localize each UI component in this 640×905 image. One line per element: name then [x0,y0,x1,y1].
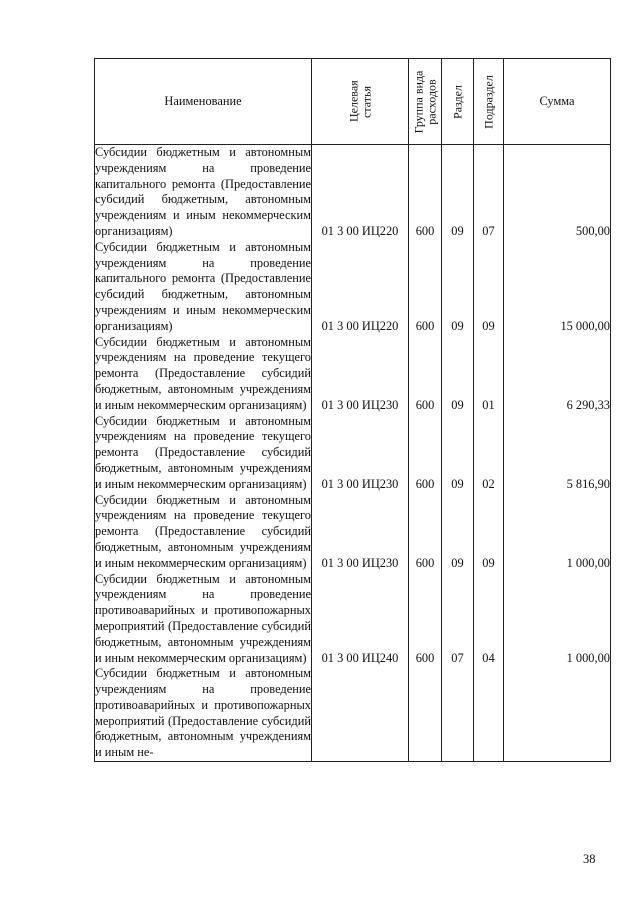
row-group: 600 [409,414,442,493]
row-name: Субсидии бюджетным и автономным учреждениям на проведение капитального ремонта (Предоставление субсидий бюджетным, автономным учреждениям и иным некоммерческим организациям) [95,239,311,333]
row-group: 600 [409,572,442,667]
table-header-row [95,59,611,145]
row-amount: 6 290,33 [504,335,611,414]
table-row [95,335,611,414]
row-code: 01 3 00 ИЦ240 [312,572,409,667]
row-name: Субсидии бюджетным и автономным учреждениям на проведение текущего ремонта (Предоставление субсидий бюджетным, автономным учреждениям и иным некоммерческим организациям) [95,334,311,412]
row-code: 01 3 00 ИЦ230 [312,335,409,414]
table-row [95,240,611,335]
row-code: 01 3 00 ИЦ230 [312,493,409,572]
header-subsection: Подраздел [474,59,504,145]
row-section: 09 [442,145,474,240]
row-amount: 1 000,00 [504,572,611,667]
row-group [409,666,442,761]
row-section [442,666,474,761]
row-subsection: 01 [474,335,504,414]
header-target-article: Целевая статья [312,59,409,145]
row-section: 09 [442,414,474,493]
row-name: Субсидии бюджетным и автономным учреждениям на проведение текущего ремонта (Предоставление субсидий бюджетным, автономным учреждениям и иным некоммерческим организациям) [95,492,311,570]
row-name: Субсидии бюджетным и автономным учреждениям на проведение капитального ремонта (Предоставление субсидий бюджетным, автономным учреждениям и иным некоммерческим организациям) [95,145,311,238]
budget-table [94,58,611,762]
row-amount: 15 000,00 [504,240,611,335]
row-section: 09 [442,335,474,414]
row-subsection: 09 [474,493,504,572]
row-name: Субсидии бюджетным и автономным учреждениям на проведение противоаварийных и противопожарных мероприятий (Предоставление субсидий бюджетным, автономным учреждениям и иным не- [95,666,312,761]
table-row [95,414,611,493]
row-code [312,666,409,761]
row-amount [504,666,611,761]
header-expense-group: Группа вида расходов [409,59,442,145]
header-amount: Сумма [504,59,611,145]
row-subsection: 07 [474,145,504,240]
table-row [95,666,611,761]
row-amount: 500,00 [504,145,611,240]
table-row [95,145,611,240]
row-code: 01 3 00 ИЦ220 [312,145,409,240]
row-section: 09 [442,493,474,572]
header-section: Раздел [442,59,474,145]
row-amount: 5 816,90 [504,414,611,493]
row-code: 01 3 00 ИЦ220 [312,240,409,335]
row-subsection [474,666,504,761]
row-amount: 1 000,00 [504,493,611,572]
row-group: 600 [409,240,442,335]
table-row [95,493,611,572]
row-section: 09 [442,240,474,335]
row-group: 600 [409,145,442,240]
table-row [95,572,611,667]
page-number: 38 [583,852,596,866]
row-subsection: 02 [474,414,504,493]
row-group: 600 [409,493,442,572]
row-subsection: 04 [474,572,504,667]
row-name: Субсидии бюджетным и автономным учреждениям на проведение противоаварийных и противопожарных мероприятий (Предоставление субсидий бюджетным, автономным учреждениям и иным некоммерческим организациям) [95,571,311,665]
row-section: 07 [442,572,474,667]
row-name: Субсидии бюджетным и автономным учреждениям на проведение текущего ремонта (Предоставление субсидий бюджетным, автономным учреждениям и иным некоммерческим организациям) [95,413,311,491]
row-subsection: 09 [474,240,504,335]
row-code: 01 3 00 ИЦ230 [312,414,409,493]
row-group: 600 [409,335,442,414]
header-name: Наименование [95,59,312,145]
